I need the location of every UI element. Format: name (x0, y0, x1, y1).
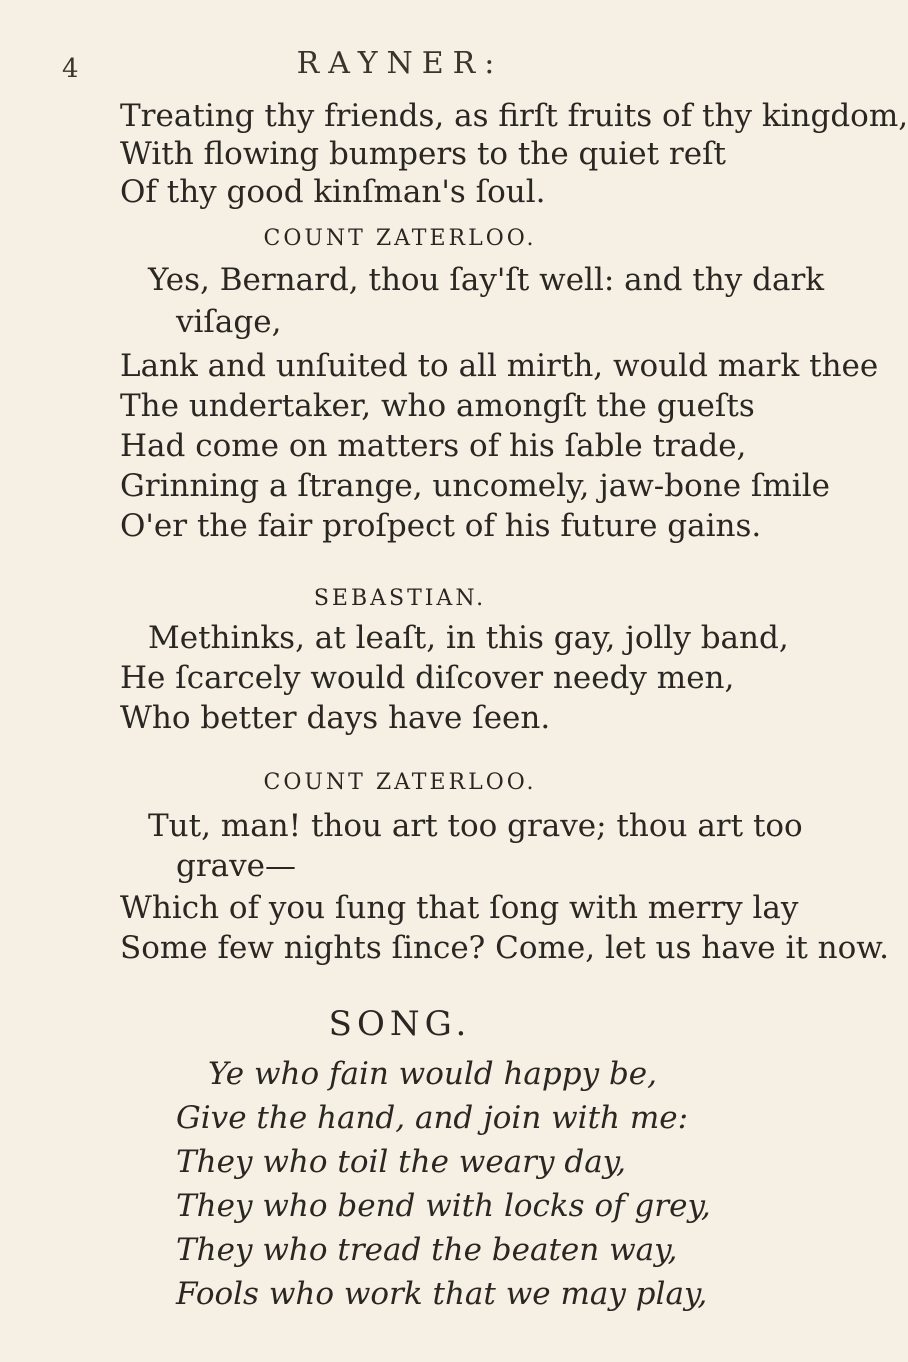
verse-line: Of thy good kinſman's ſoul. (120, 174, 546, 210)
song-line: Give the hand, and join with me: (176, 1100, 689, 1136)
page-number: 4 (62, 54, 79, 84)
verse-line: Had come on matters of his ſable trade, (120, 428, 747, 464)
verse-line: Yes, Bernard, thou ſay'ſt well: and thy dark (148, 262, 825, 298)
verse-line: The undertaker, who amongſt the gueſts (120, 388, 755, 424)
verse-line: Lank and unſuited to all mirth, would mark thee (120, 348, 879, 384)
speaker-name: COUNT ZATERLOO. (263, 226, 537, 251)
speaker-name: SEBASTIAN. (313, 586, 487, 611)
verse-line: viſage, (176, 304, 282, 340)
verse-line: Grinning a ſtrange, uncomely, jaw-bone ſmile (120, 468, 830, 504)
speaker-name: COUNT ZATERLOO. (263, 770, 537, 795)
song-line: Fools who work that we may play, (176, 1276, 708, 1312)
verse-line: He ſcarcely would diſcover needy men, (120, 660, 735, 696)
verse-line: Treating thy friends, as firſt fruits of thy kingdom, (120, 98, 908, 134)
song-line: They who toil the weary day, (176, 1144, 626, 1180)
song-heading: SONG. (328, 1004, 472, 1044)
song-line: They who tread the beaten way, (176, 1232, 678, 1268)
verse-line: Which of you ſung that ſong with merry lay (120, 890, 799, 926)
running-head: RAYNER: (296, 46, 504, 81)
verse-line: Tut, man! thou art too grave; thou art too (148, 808, 803, 844)
verse-line: Methinks, at leaſt, in this gay, jolly band, (148, 620, 789, 656)
verse-line: grave— (176, 848, 297, 884)
verse-line: With flowing bumpers to the quiet reſt (120, 136, 727, 172)
song-line: They who bend with locks of grey, (176, 1188, 711, 1224)
verse-line: O'er the fair proſpect of his future gains. (120, 508, 762, 544)
song-line: Ye who fain would happy be, (208, 1056, 658, 1092)
verse-line: Who better days have ſeen. (120, 700, 551, 736)
verse-line: Some few nights ſince? Come, let us have it now. (120, 930, 890, 966)
